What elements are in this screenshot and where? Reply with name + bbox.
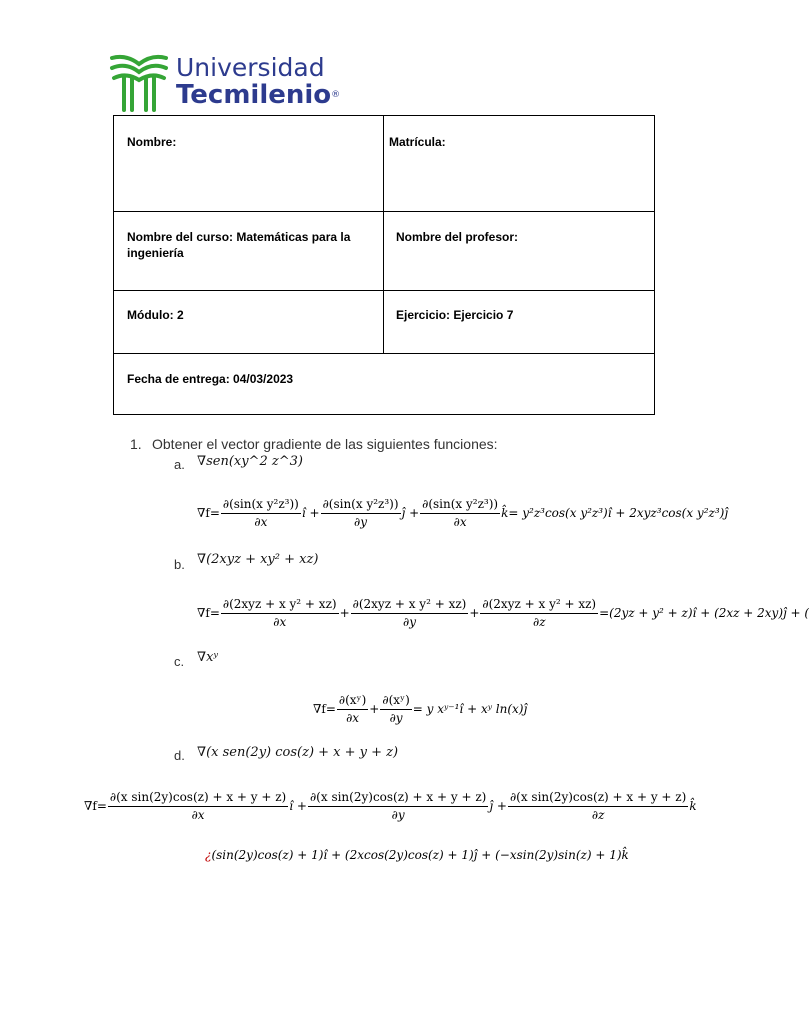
item-c-lhs: ∇f= xyxy=(313,702,336,716)
item-a-expression: ∇sen(xy^2 z^3) xyxy=(197,454,303,469)
item-c-expression: ∇xʸ xyxy=(197,650,219,665)
question-number: 1. xyxy=(130,436,142,452)
field-profesor-label: Nombre del profesor: xyxy=(396,230,519,244)
item-b-equation: ∇f= $\frac{\text{∂(2xyz + x y² + xz)}}{\partial x}$ + $\frac{\text{∂(2xyz + x y² + xz)}}{\partial y}$ + $\frac{\text{∂(2xyz + x y² + xz)}}{\partial z}$ =(2yz + y² + z)î + (2xz + 2xy)ĵ + ( xyxy=(197,596,809,629)
item-a-partial-y: $\frac{\text{∂(sin(x y²z³))}}{\partial y}$ xyxy=(322,496,399,529)
field-ejercicio-label: Ejercicio: Ejercicio 7 xyxy=(396,308,514,322)
item-d-equation: ∇f= $\frac{\text{∂(x sin(2y)cos(z) + x + y + z)}}{\partial x}$ î + $\frac{\text{∂(x sin(2y)cos(z) + x + y + z)}}{\partial y}$ ĵ + $\frac{\text{∂(x sin(2y)cos(z) + x + y + z)}}{\partial z}$ k̂ xyxy=(84,789,697,822)
item-d-partial-z: $\frac{\text{∂(x sin(2y)cos(z) + x + y + z)}}{\partial z}$ xyxy=(509,789,687,822)
item-d-result-prefix: ¿ xyxy=(205,848,212,862)
field-nombre-label: Nombre: xyxy=(127,135,177,149)
item-d-letter: d. xyxy=(174,748,185,763)
item-b-letter: b. xyxy=(174,557,185,572)
item-d-result-line xyxy=(205,845,655,865)
item-d-lhs: ∇f= xyxy=(84,799,107,813)
field-curso-label: Nombre del curso: Matemáticas para la ingeniería xyxy=(127,230,351,260)
item-a-lhs: ∇f= xyxy=(197,506,220,520)
item-d-partial-x: $\frac{\text{∂(x sin(2y)cos(z) + x + y + z)}}{\partial x}$ xyxy=(109,789,287,822)
item-a-partial-x2: $\frac{\text{∂(sin(x y²z³))}}{\partial x}$ xyxy=(422,496,499,529)
logo-text-tecmilenio: Tecmilenio® xyxy=(176,80,341,110)
item-c-letter: c. xyxy=(174,654,185,669)
item-c-equation: ∇f= $\frac{\text{∂(xʸ)}}{\partial x}$ + $\frac{\text{∂(xʸ)}}{\partial y}$ = y xʸ⁻¹î + xʸ ln(x)ĵ xyxy=(313,692,528,725)
question-text: Obtener el vector gradiente de las siguientes funciones: xyxy=(152,436,498,452)
item-b-partial-x: $\frac{\text{∂(2xyz + x y² + xz)}}{\partial x}$ xyxy=(222,596,337,629)
item-a-letter: a. xyxy=(174,457,185,472)
field-modulo-label: Módulo: 2 xyxy=(127,308,184,322)
item-d-expression: ∇(x sen(2y) cos(z) + x + y + z) xyxy=(197,745,399,760)
item-b-expression: ∇(2xyz + xy² + xz) xyxy=(197,552,319,567)
field-matricula-label: Matrícula: xyxy=(389,135,446,149)
item-b-partial-z: $\frac{\text{∂(2xyz + x y² + xz)}}{\partial z}$ xyxy=(482,596,597,629)
item-a-result: k̂= y²z³cos(x y²z³)î + 2xyz³cos(x y²z³)ĵ xyxy=(501,506,729,520)
item-c-partial-y: $\frac{\text{∂(xʸ)}}{\partial y}$ xyxy=(382,692,410,725)
logo-text-universidad: Universidad xyxy=(176,53,325,82)
item-a-equation: ∇f= $\frac{\text{∂(sin(x y²z³))}}{\partial x}$ î + $\frac{\text{∂(sin(x y²z³))}}{\partial y}$ ĵ + $\frac{\text{∂(sin(x y²z³))}}{\partial x}$ k̂= y²z³cos(x y²z³)î + 2xyz³cos(x y²z³)ĵ xyxy=(197,496,729,529)
item-c-result: = y xʸ⁻¹î + xʸ ln(x)ĵ xyxy=(412,702,528,716)
item-d-result: (sin(2y)cos(z) + 1)î + (2xcos(2y)cos(z) + 1)ĵ + (−xsin(2y)sin(z) + 1)k̂ xyxy=(211,848,629,862)
item-c-partial-x: $\frac{\text{∂(xʸ)}}{\partial x}$ xyxy=(338,692,367,725)
item-b-partial-y: $\frac{\text{∂(2xyz + x y² + xz)}}{\partial y}$ xyxy=(352,596,467,629)
item-b-result: =(2yz + y² + z)î + (2xz + 2xy)ĵ + ( xyxy=(599,606,809,620)
item-a-partial-x: $\frac{\text{∂(sin(x y²z³))}}{\partial x}$ xyxy=(222,496,299,529)
item-b-lhs: ∇f= xyxy=(197,606,220,620)
registered-mark: ® xyxy=(331,90,341,100)
field-fecha-label: Fecha de entrega: 04/03/2023 xyxy=(127,372,294,386)
item-d-partial-y: $\frac{\text{∂(x sin(2y)cos(z) + x + y + z)}}{\partial y}$ xyxy=(309,789,487,822)
